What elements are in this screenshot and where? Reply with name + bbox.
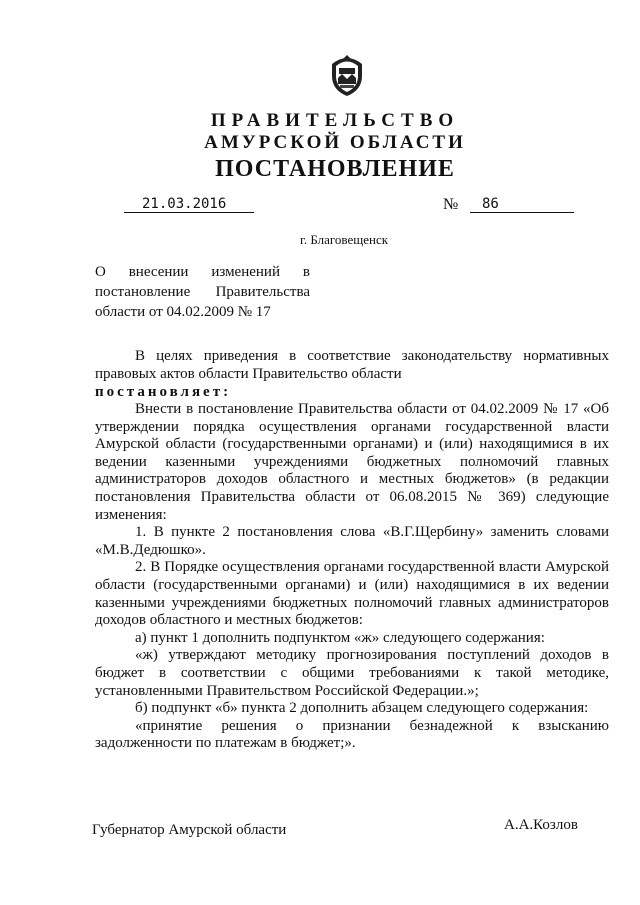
subject-word: Правительства [215, 284, 310, 300]
number-sign: № [443, 196, 459, 213]
paragraph: «ж) утверждают методику прогнозирования поступлений доходов в бюджет в соответствии с общими требованиями к такой методике, установленными Правительством Российской Федерации.»; [95, 647, 609, 699]
paragraph: б) подпункт «б» пункта 2 дополнить абзацем следующего содержания: [135, 700, 589, 717]
subject-word: О [95, 264, 106, 280]
resolves-keyword: постановляет: [95, 384, 232, 400]
subject-row [95, 262, 310, 282]
region-title: АМУРСКОЙ ОБЛАСТИ [204, 132, 466, 153]
resolution-body [95, 401, 609, 753]
document-subject [95, 262, 310, 322]
signatory-position: Губернатор Амурской области [92, 822, 287, 838]
coat-of-arms-icon [328, 54, 366, 98]
subject-word: внесении [128, 264, 189, 280]
subject-word: постановление [95, 284, 191, 300]
subject-row: области от 04.02.2009 № 17 [95, 304, 271, 320]
document-date: 21.03.2016 [142, 196, 227, 212]
subject-row [95, 282, 310, 302]
paragraph: 1. В пункте 2 постановления слова «В.Г.Щербину» заменить словами «М.В.Дедюшко». [95, 524, 609, 558]
city-label: г. Благовещенск [300, 232, 389, 247]
preamble-text: В целях приведения в соответствие законодательству нормативных правовых актов области Правительство области [95, 348, 609, 382]
paragraph: Внести в постановление Правительства области от 04.02.2009 № 17 «Об утверждении порядка осуществления органами государственной власти Амурской области (государственными органами) и (или) находящимися в их ведении казенными учреждениями бюджетных полномочий главных администраторов доходов областного и местных бюджетов» (в редакции постановления Правительства области от 06.08.2015 № 369) следующие изменения: [95, 401, 609, 523]
document-number: 86 [482, 196, 499, 212]
paragraph: «принятие решения о признании безнадежной к взысканию задолженности по платежам в бюджет;». [95, 717, 609, 752]
paragraph: 2. В Порядке осуществления органами государственной власти Амурской области (государственными органами) и (или) находящимися в их ведении казенными учреждениями бюджетных полномочий главных администраторов доходов областного и местных бюджетов: [95, 559, 609, 629]
signatory-name: А.А.Козлов [504, 817, 578, 833]
number-underline [470, 212, 574, 213]
date-underline [124, 212, 254, 213]
paragraph: а) пункт 1 дополнить подпунктом «ж» следующего содержания: [135, 629, 545, 646]
preamble [95, 348, 609, 383]
subject-word: в [302, 264, 310, 280]
government-title: ПРАВИТЕЛЬСТВО [210, 110, 460, 131]
document-type-title: ПОСТАНОВЛЕНИЕ [215, 156, 455, 182]
subject-word: изменений [211, 264, 280, 280]
